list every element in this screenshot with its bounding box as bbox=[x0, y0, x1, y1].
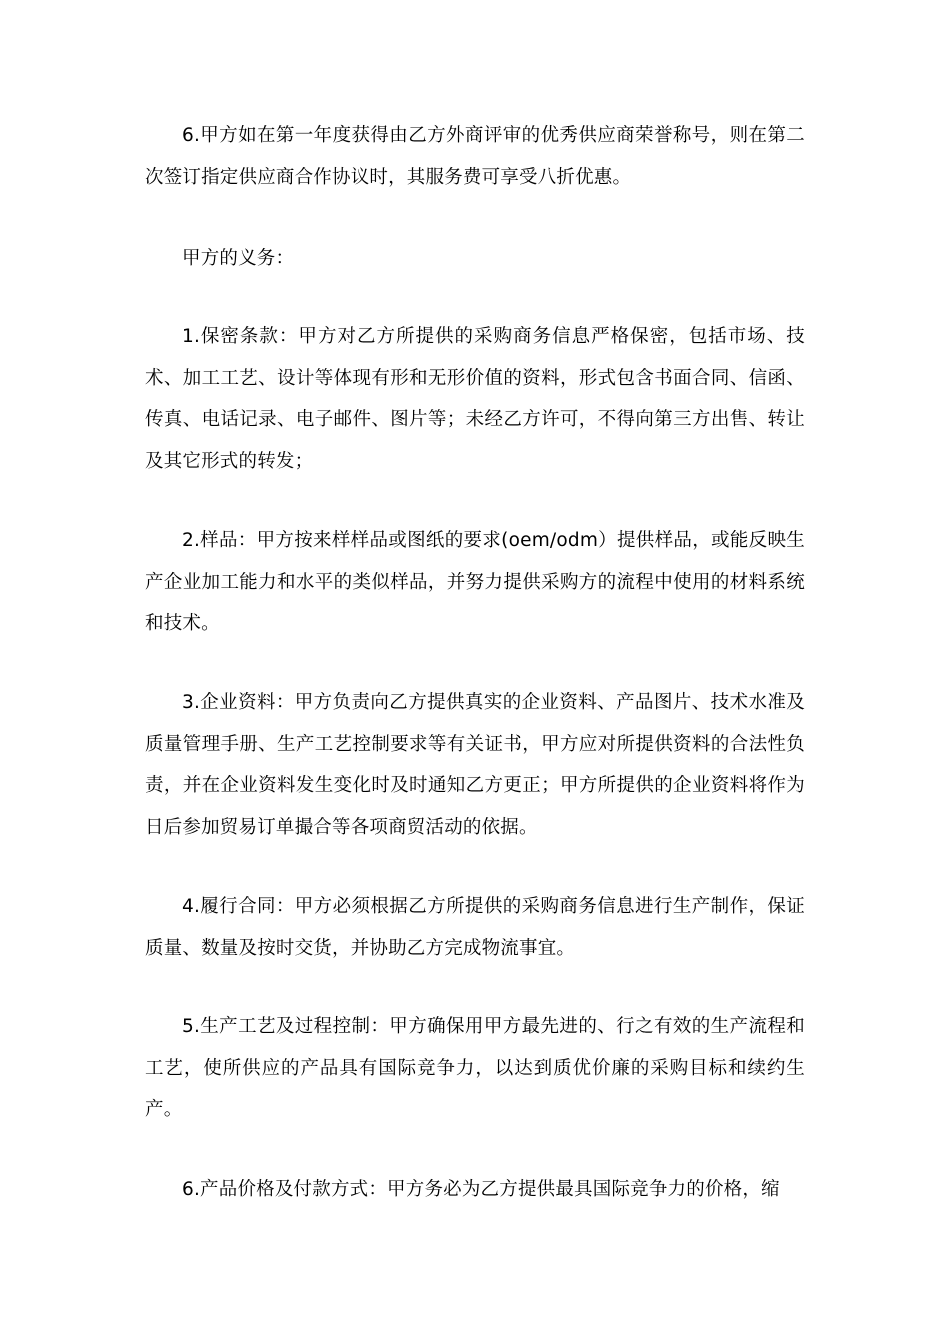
paragraph-contract-performance: 4.履行合同：甲方必须根据乙方所提供的采购商务信息进行生产制作，保证质量、数量及按时交货，并协助乙方完成物流事宜。 bbox=[145, 896, 805, 959]
paragraph-samples: 2.样品：甲方按来样样品或图纸的要求(oem/odm）提供样品，或能反映生产企业加工能力和水平的类似样品，并努力提供采购方的流程中使用的材料系统和技术。 bbox=[145, 530, 805, 634]
heading-party-a-obligations: 甲方的义务： bbox=[182, 248, 295, 269]
paragraph-production-process-control: 5.生产工艺及过程控制：甲方确保用甲方最先进的、行之有效的生产流程和工艺，使所供应的产品具有国际竞争力，以达到质优价廉的采购目标和续约生产。 bbox=[145, 1016, 805, 1120]
paragraph-price-and-payment: 6.产品价格及付款方式：甲方务必为乙方提供最具国际竞争力的价格，缩 bbox=[182, 1179, 780, 1200]
paragraph-company-information: 3.企业资料：甲方负责向乙方提供真实的企业资料、产品图片、技术水准及质量管理手册、生产工艺控制要求等有关证书，甲方应对所提供资料的合法性负责，并在企业资料发生变化时及时通知乙方更正；甲方所提供的企业资料将作为日后参加贸易订单撮合等各项商贸活动的依据。 bbox=[145, 692, 805, 838]
paragraph-confidentiality-clause: 1.保密条款：甲方对乙方所提供的采购商务信息严格保密，包括市场、技术、加工工艺、设计等体现有形和无形价值的资料，形式包含书面合同、信函、传真、电话记录、电子邮件、图片等；未经乙方许可，不得向第三方出售、转让及其它形式的转发； bbox=[145, 326, 805, 472]
paragraph-annual-supplier-discount: 6.甲方如在第一年度获得由乙方外商评审的优秀供应商荣誉称号，则在第二次签订指定供应商合作协议时，其服务费可享受八折优惠。 bbox=[145, 125, 805, 188]
